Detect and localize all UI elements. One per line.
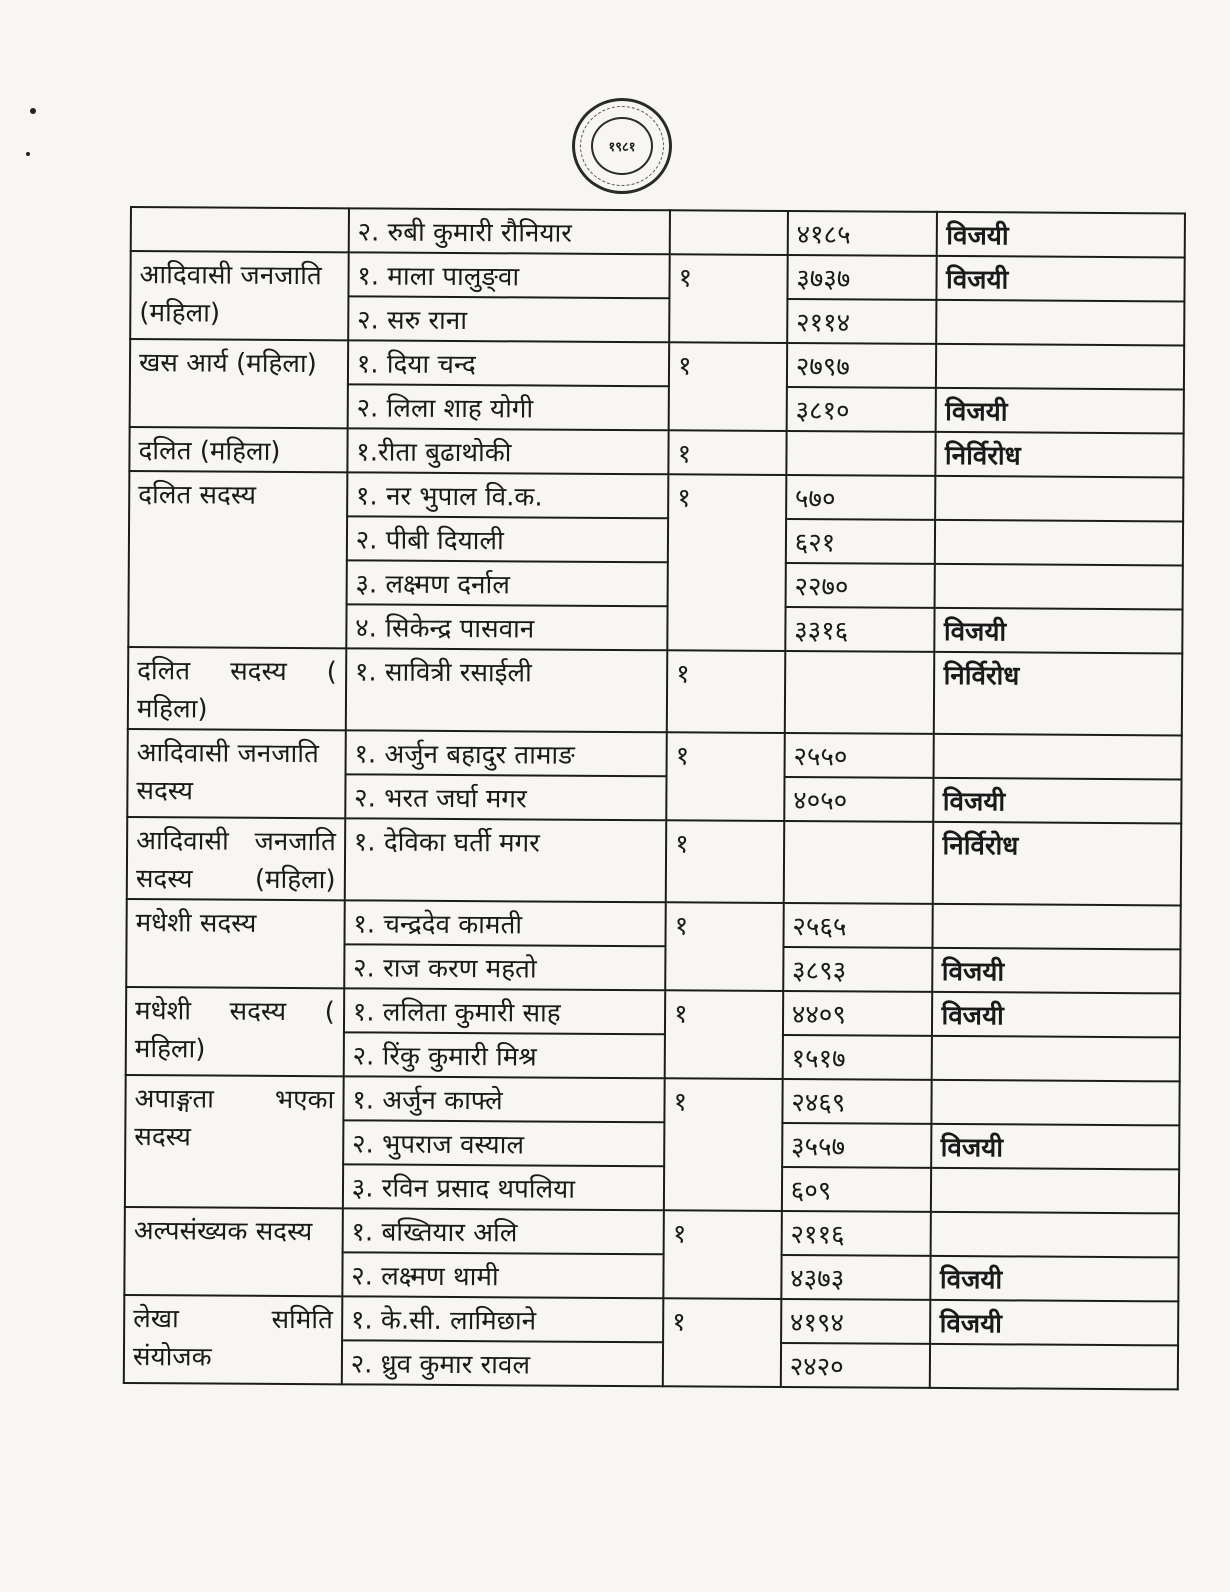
table-row xyxy=(126,987,1180,1037)
result-cell xyxy=(936,344,1184,390)
candidate-name-cell: २. पीबी दियाली xyxy=(347,516,669,562)
post-name-cell: मधेशी सदस्य ( महिला) xyxy=(126,987,344,1076)
result-cell xyxy=(934,734,1182,780)
result-cell: विजयी xyxy=(937,256,1185,302)
vote-count-cell: १५१७ xyxy=(782,1035,932,1080)
candidate-name-cell: १. अर्जुन बहादुर तामाङ xyxy=(345,730,667,776)
vote-count-cell: ३८१० xyxy=(786,387,936,432)
table-row xyxy=(130,251,1184,301)
candidate-name-cell: १. माला पालुङ्वा xyxy=(348,252,670,298)
vote-count-cell: ४१९४ xyxy=(781,1299,931,1344)
candidate-name-cell: १. बख्तियार अलि xyxy=(342,1208,664,1254)
vote-count-cell: ४१८५ xyxy=(787,211,937,256)
candidate-name-cell: २. रिंकु कुमारी मिश्र xyxy=(343,1032,665,1078)
post-name-cell: आदिवासी जनजाति (महिला) xyxy=(130,251,348,340)
vote-count-cell: ६२१ xyxy=(786,519,936,564)
results-body xyxy=(124,207,1185,1389)
post-name-cell: दलित सदस्य ( महिला) xyxy=(128,647,346,730)
vote-count-cell: ६०९ xyxy=(782,1167,932,1212)
table-row xyxy=(124,1295,1178,1345)
post-name-cell: दलित (महिला) xyxy=(129,427,347,472)
table-row xyxy=(126,899,1180,949)
candidate-name-cell: १. देविका घर्ती मगर xyxy=(344,818,666,902)
vote-count-cell: २४२० xyxy=(781,1343,931,1388)
result-cell: विजयी xyxy=(931,1300,1179,1346)
vote-count-cell: २७९७ xyxy=(787,343,937,388)
result-cell xyxy=(936,476,1184,522)
seat-count-cell: १ xyxy=(665,990,783,1079)
result-cell: विजयी xyxy=(933,948,1181,994)
candidate-name-cell: २. सरु राना xyxy=(348,296,670,342)
table-row xyxy=(127,817,1181,905)
seat-count-cell: १ xyxy=(669,254,787,343)
post-name-cell: आदिवासी जनजाति सदस्य xyxy=(127,729,345,818)
seat-count-cell: १ xyxy=(663,1210,781,1299)
vote-count-cell: ३७३७ xyxy=(787,255,937,300)
candidate-name-cell: १. ललिता कुमारी साह xyxy=(344,988,666,1034)
post-name-cell: आदिवासी जनजाति सदस्य (महिला) xyxy=(127,817,345,900)
office-seal xyxy=(572,98,672,194)
result-cell: विजयी xyxy=(932,992,1180,1038)
vote-count-cell: २११६ xyxy=(781,1211,931,1256)
election-results-table xyxy=(123,206,1186,1390)
result-cell: निर्विरोध xyxy=(933,822,1181,906)
result-cell: निर्विरोध xyxy=(936,432,1184,478)
candidate-name-cell: १. अर्जुन काफ्ले xyxy=(343,1076,665,1122)
post-name-cell: अल्पसंख्यक सदस्य xyxy=(124,1207,342,1296)
seat-count-cell: १ xyxy=(665,902,783,991)
candidate-name-cell: २. लिला शाह योगी xyxy=(347,384,669,430)
seal-number: १९८१ xyxy=(608,140,636,155)
candidate-name-cell: १. चन्द्रदेव कामती xyxy=(344,900,666,946)
vote-count-cell: ५७० xyxy=(786,475,936,520)
table-row xyxy=(125,1075,1179,1125)
vote-count-cell xyxy=(783,821,933,904)
table-row xyxy=(128,647,1182,735)
vote-count-cell: ३८९३ xyxy=(783,947,933,992)
candidate-name-cell: २. भरत जर्घा मगर xyxy=(345,774,667,820)
seat-count-cell: १ xyxy=(664,1078,783,1211)
candidate-name-cell: १. नर भुपाल वि.क. xyxy=(347,472,669,518)
result-cell xyxy=(932,1080,1180,1126)
result-cell: विजयी xyxy=(931,1256,1179,1302)
vote-count-cell: २५५० xyxy=(784,733,934,778)
candidate-name-cell: २. ध्रुव कुमार रावल xyxy=(342,1340,664,1386)
vote-count-cell: ४४०९ xyxy=(783,991,933,1036)
vote-count-cell: २११४ xyxy=(787,299,937,344)
post-name-cell: दलित सदस्य xyxy=(128,471,347,648)
seat-count-cell: १ xyxy=(666,820,784,903)
result-cell: विजयी xyxy=(937,212,1185,258)
seat-count-cell: १ xyxy=(669,342,787,431)
vote-count-cell: ३३१६ xyxy=(785,607,935,652)
candidate-name-cell: २. रुबी कुमारी रौनियार xyxy=(348,208,670,254)
result-cell xyxy=(935,520,1183,566)
result-cell: विजयी xyxy=(934,778,1182,824)
vote-count-cell xyxy=(786,431,936,476)
table-row xyxy=(128,729,1182,779)
candidate-name-cell: २. लक्ष्मण थामी xyxy=(342,1252,664,1298)
result-cell: निर्विरोध xyxy=(934,652,1182,736)
result-cell xyxy=(932,1036,1180,1082)
candidate-name-cell: १. दिया चन्द xyxy=(348,340,670,386)
seat-count-cell: १ xyxy=(668,430,786,475)
vote-count-cell: २२७० xyxy=(785,563,935,608)
post-name-cell xyxy=(131,207,349,252)
result-cell xyxy=(935,564,1183,610)
vote-count-cell xyxy=(785,651,935,734)
post-name-cell: अपाङ्गता भएका सदस्य xyxy=(125,1075,344,1208)
table-row xyxy=(125,1207,1179,1257)
result-cell xyxy=(933,904,1181,950)
table-row xyxy=(129,471,1183,521)
seal-ring xyxy=(580,106,664,186)
table-row xyxy=(130,339,1184,389)
post-name-cell: खस आर्य (महिला) xyxy=(130,339,348,428)
result-cell xyxy=(931,1168,1179,1214)
vote-count-cell: २४६९ xyxy=(782,1079,932,1124)
table-row xyxy=(129,427,1183,477)
post-name-cell: मधेशी सदस्य xyxy=(126,899,344,988)
seat-count-cell: १ xyxy=(663,1298,781,1387)
candidate-name-cell: २. राज करण महतो xyxy=(344,944,666,990)
result-cell: विजयी xyxy=(936,388,1184,434)
candidate-name-cell: ४. सिकेन्द्र पासवान xyxy=(346,604,668,650)
vote-count-cell: ४०५० xyxy=(784,777,934,822)
result-cell xyxy=(931,1212,1179,1258)
vote-count-cell: ३५५७ xyxy=(782,1123,932,1168)
candidate-name-cell: ३. रविन प्रसाद थपलिया xyxy=(343,1164,665,1210)
table-row xyxy=(131,207,1185,257)
candidate-name-cell: १. के.सी. लामिछाने xyxy=(342,1296,664,1342)
candidate-name-cell: १. सावित्री रसाईली xyxy=(346,648,668,732)
result-cell: विजयी xyxy=(932,1124,1180,1170)
result-cell xyxy=(930,1344,1178,1390)
candidate-name-cell: १.रीता बुढाथोकी xyxy=(347,428,669,474)
seat-count-cell: १ xyxy=(666,732,784,821)
seat-count-cell xyxy=(670,210,788,255)
page-speck xyxy=(30,108,36,114)
page-speck xyxy=(26,152,30,156)
seat-count-cell: १ xyxy=(667,474,786,651)
result-cell: विजयी xyxy=(935,608,1183,654)
candidate-name-cell: २. भुपराज वस्याल xyxy=(343,1120,665,1166)
result-cell xyxy=(937,300,1185,346)
vote-count-cell: २५६५ xyxy=(783,903,933,948)
vote-count-cell: ४३७३ xyxy=(781,1255,931,1300)
seat-count-cell: १ xyxy=(667,650,785,733)
candidate-name-cell: ३. लक्ष्मण दर्नाल xyxy=(346,560,668,606)
post-name-cell: लेखा समिति संयोजक xyxy=(124,1295,342,1384)
